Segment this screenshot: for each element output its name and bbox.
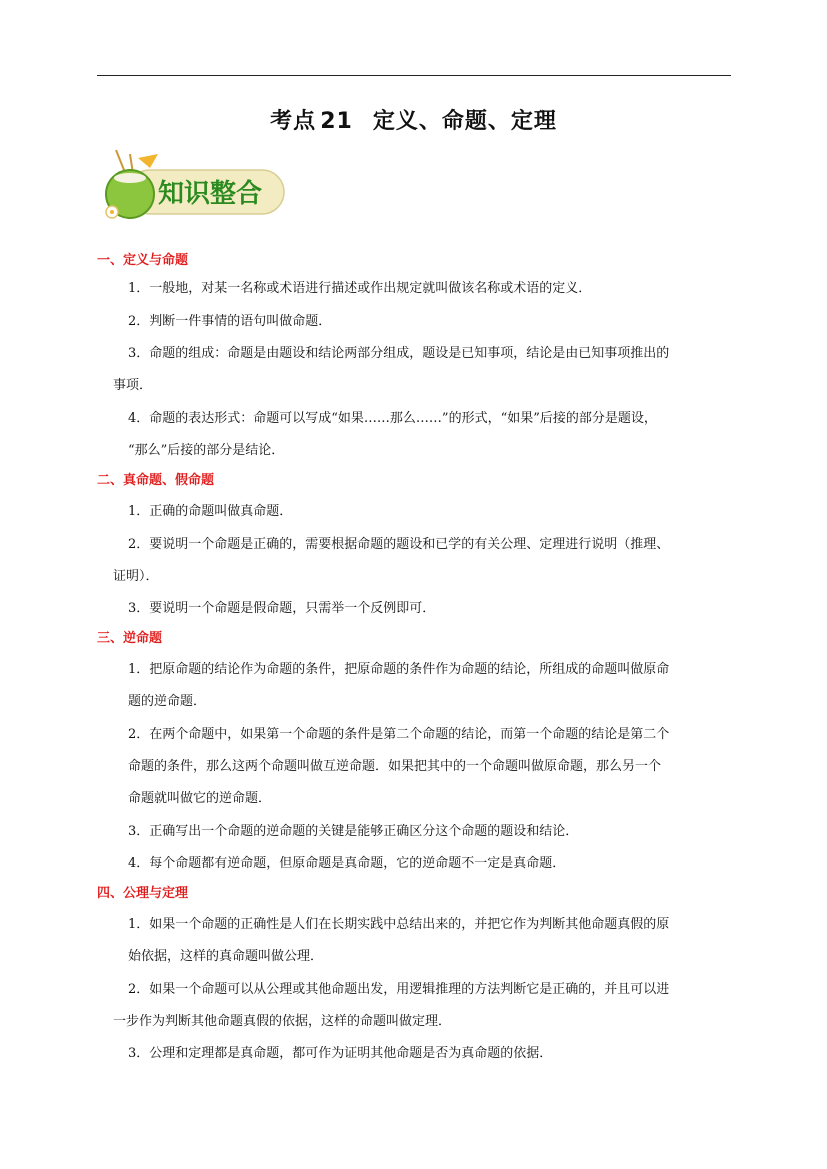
paragraph: 3．要说明一个命题是假命题，只需举一个反例即可． — [128, 601, 436, 616]
section-heading-3: 三、逆命题 — [97, 631, 163, 646]
paragraph: 1．正确的命题叫做真命题． — [128, 504, 293, 519]
paragraph: 2．要说明一个命题是正确的，需要根据命题的题设和已学的有关公理、定理进行说明（推理、 — [128, 537, 670, 552]
title-text: 定义、命题、定理 — [372, 109, 557, 134]
paragraph-continuation: “那么”后接的部分是结论． — [128, 443, 285, 458]
title-prefix: 考点 — [270, 109, 317, 134]
knowledge-banner — [98, 148, 288, 224]
paragraph: 2．判断一件事情的语句叫做命题． — [128, 314, 332, 329]
paragraph-continuation: 证明）． — [113, 569, 159, 584]
paragraph-continuation: 命题就叫做它的逆命题． — [128, 791, 272, 806]
paragraph: 2．在两个命题中，如果第一个命题的条件是第二个命题的结论，而第一个命题的结论是第二个 — [128, 727, 670, 742]
paragraph-continuation: 题的逆命题． — [128, 694, 207, 709]
page-title — [0, 104, 827, 135]
paragraph: 2．如果一个命题可以从公理或其他命题出发，用逻辑推理的方法判断它是正确的，并且可以进 — [128, 982, 670, 997]
umbrella-icon — [138, 154, 158, 168]
paragraph: 3．命题的组成：命题是由题设和结论两部分组成，题设是已知事项，结论是由已知事项推出的 — [128, 346, 670, 361]
title-number: 21 — [320, 109, 353, 134]
paragraph-continuation: 命题的条件，那么这两个命题叫做互逆命题．如果把其中的一个命题叫做原命题，那么另一个 — [128, 759, 662, 774]
banner-label: 知识整合 — [157, 179, 263, 209]
paragraph: 4．命题的表达形式：命题可以写成“如果……那么……”的形式，“如果”后接的部分是题设， — [128, 411, 657, 426]
section-heading-2: 二、真命题、假命题 — [97, 473, 215, 488]
paragraph: 4．每个命题都有逆命题，但原命题是真命题，它的逆命题不一定是真命题． — [128, 856, 566, 871]
paragraph-continuation: 始依据，这样的真命题叫做公理． — [128, 949, 324, 964]
paragraph: 1．把原命题的结论作为命题的条件，把原命题的条件作为命题的结论，所组成的命题叫做原命 — [128, 662, 670, 677]
header-rule — [97, 75, 731, 76]
paragraph: 1．如果一个命题的正确性是人们在长期实践中总结出来的，并把它作为判断其他命题真假的原 — [128, 917, 670, 932]
section-heading-1: 一、定义与命题 — [97, 253, 189, 268]
paragraph: 3．公理和定理都是真命题，都可作为证明其他命题是否为真命题的依据． — [128, 1046, 553, 1061]
section-heading-4: 四、公理与定理 — [97, 886, 189, 901]
paragraph: 1．一般地，对某一名称或术语进行描述或作出规定就叫做该名称或术语的定义． — [128, 281, 592, 296]
paragraph-continuation: 事项． — [113, 378, 153, 393]
paragraph-continuation: 一步作为判断其他命题真假的依据，这样的命题叫做定理． — [113, 1014, 452, 1029]
paragraph: 3．正确写出一个命题的逆命题的关键是能够正确区分这个命题的题设和结论． — [128, 824, 579, 839]
